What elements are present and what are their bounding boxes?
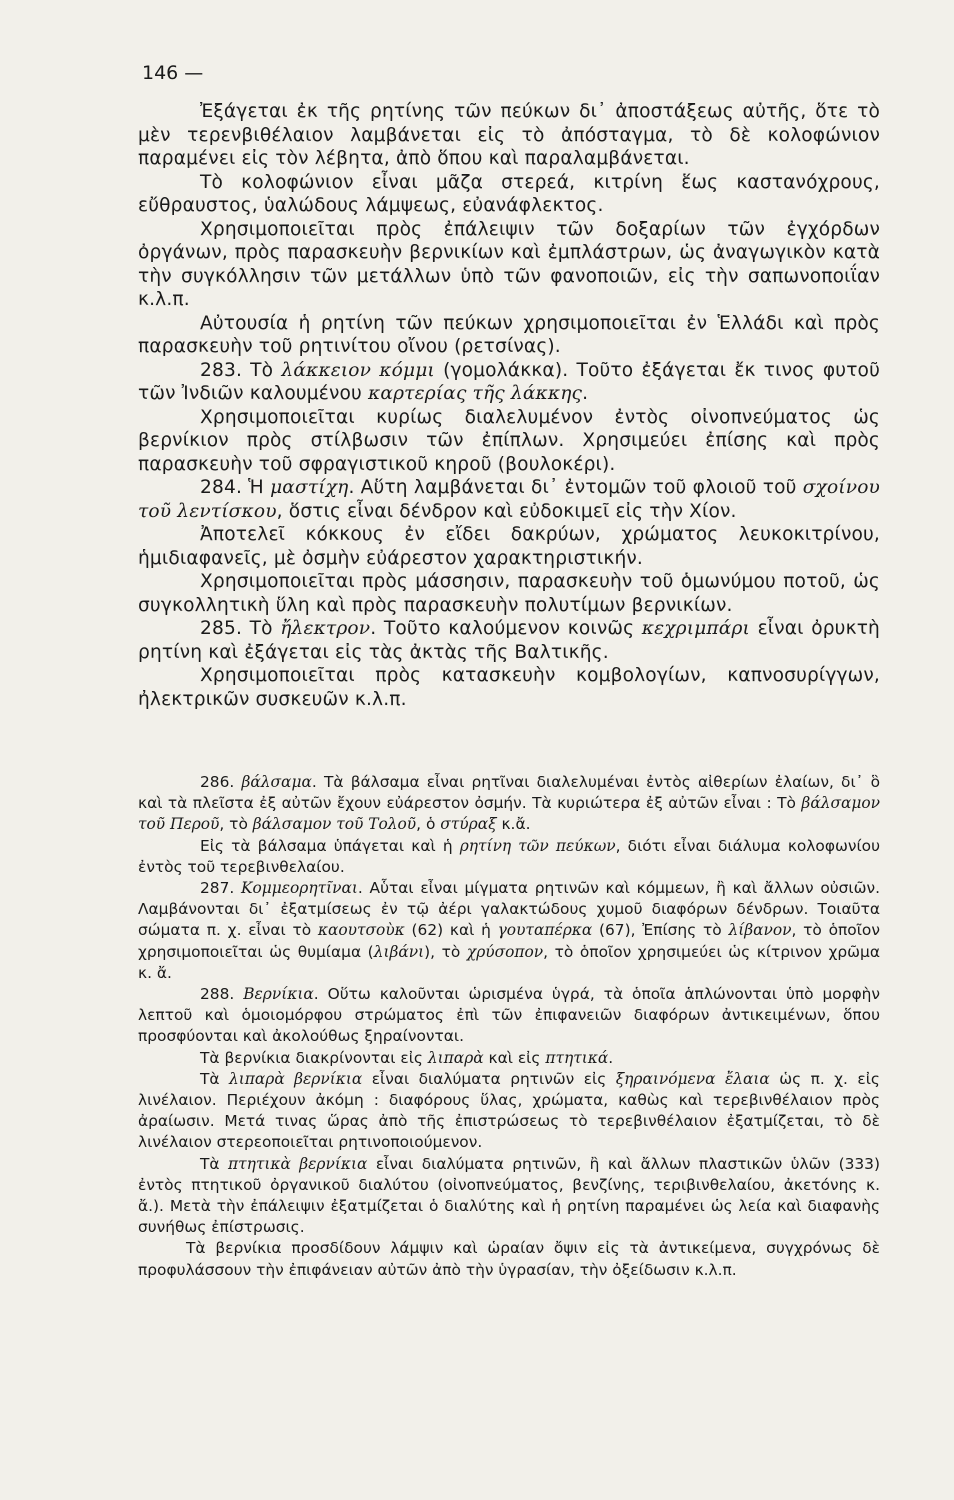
main-text	[138, 100, 880, 711]
paragraph-uses: Χρησιμοποιεῖται πρὸς ἐπάλειψιν τῶν δοξαρίων τῶν ἐγχόρδων ὀργάνων, πρὸς παρασκευὴν βερνικίων καὶ ἐμπλάστρων, ὡς ἀναγωγικὸν κατὰ τὴν συγκόλλησιν τῶν μετάλλων ὑπὸ τῶν φανοποιῶν, εἰς τὴν σαπωνοποιΐαν κ.λ.π.	[138, 218, 880, 310]
section-284-use: Χρησιμοποιεῖται πρὸς μάσσησιν, παρασκευὴν τοῦ ὁμωνύμου ποτοῦ, ὡς συγκολλητικὴ ὕλη καὶ πρὸς παρασκευὴν πολυτίμων βερνικίων.	[138, 571, 880, 616]
section-288-volatile: Τὰ πτητικὰ βερνίκια εἶναι διαλύματα ρητινῶν, ἢ καὶ ἄλλων πλαστικῶν ὑλῶν (333) ἐντὸς πτητικοῦ ὀργανικοῦ διαλύτου (οἰνοπνεύματος, βενζίνης, τεριβινθελαίου, ἀκετόνης κ. ἄ.). Μετὰ τὴν ἐπάλειψιν ἐξατμίζεται ὁ διαλύτης καὶ ἡ ρητίνη παραμένει ὡς λεία καὶ διαφανὴς συνήθως ἐπίστρωσις.	[138, 1154, 880, 1237]
section-288-types: Τὰ βερνίκια διακρίνονται εἰς λιπαρὰ καὶ εἰς πτητικά.	[200, 1048, 614, 1067]
section-283-use: Χρησιμοποιεῖται κυρίως διαλελυμένον ἐντὸς οἰνοπνεύματος ὡς βερνίκιον πρὸς στίλβωσιν τῶν ἐπίπλων. Χρησιμεύει ἐπίσης καὶ πρὸς παρασκευὴν τοῦ σφραγιστικοῦ κηροῦ (βουλοκέρι).	[138, 406, 880, 475]
section-285-use: Χρησιμοποιεῖται πρὸς κατασκευὴν κομβολογίων, καπνοσυρίγγων, ἠλεκτρικῶν συσκευῶν κ.λ.π.	[138, 665, 880, 710]
paragraph-retsina: Αὐτουσία ἡ ρητίνη τῶν πεύκων χρησιμοποιεῖται ἐν Ἑλλάδι καὶ πρὸς παρασκευὴν τοῦ ρητινίτου οἴνου (ρετσίνας).	[138, 312, 880, 357]
page-number: 146 —	[142, 62, 204, 84]
section-288-final: Τὰ βερνίκια προσδίδουν λάμψιν καὶ ὡραίαν ὄψιν εἰς τὰ ἀντικείμενα, συγχρόνως δὲ προφυλάσσουν τὴν ἐπιφάνειαν αὐτῶν ἀπὸ τὴν ὑγρασίαν, τὴν ὀξείδωσιν κ.λ.π.	[138, 1239, 880, 1279]
section-284: 284. Ἡ μαστίχη. Αὕτη λαμβάνεται δι᾽ ἐντομῶν τοῦ φλοιοῦ τοῦ σχοίνου τοῦ λεντίσκου, ὅστις εἶναι δένδρον καὶ εὐδοκιμεῖ εἰς τὴν Χίον.	[138, 477, 880, 522]
section-286: 286. βάλσαμα. Τὰ βάλσαμα εἶναι ρητῖναι διαλελυμέναι ἐντὸς αἰθερίων ἐλαίων, δι᾽ ὃ καὶ τὰ πλεῖστα ἐξ αὐτῶν ἔχουν εὐάρεστον ὀσμήν. Τὰ κυριώτερα ἐξ αὐτῶν εἶναι : Τὸ βάλσαμον τοῦ Περοῦ, τὸ βάλσαμον τοῦ Τολοῦ, ὁ στύραξ κ.ἄ.	[138, 773, 880, 834]
section-284-desc: Ἀποτελεῖ κόκκους ἐν εἴδει δακρύων, χρώματος λευκοκιτρίνου, ἡμιδιαφανεῖς, μὲ ὀσμὴν εὐάρεστον χαρακτηριστικήν.	[138, 524, 880, 569]
section-285: 285. Τὸ ἤλεκτρον. Τοῦτο καλούμενον κοινῶς κεχριμπάρι εἶναι ὀρυκτὴ ρητίνη καὶ ἐξάγεται εἰς τὰς ἀκτὰς τῆς Βαλτικῆς.	[138, 618, 880, 663]
section-283: 283. Τὸ λάκκειον κόμμι (γομολάκκα). Τοῦτο ἐξάγεται ἔκ τινος φυτοῦ τῶν Ἰνδιῶν καλουμένου καρτερίας τῆς λάκκης.	[138, 359, 880, 404]
section-287: 287. Κομμεορητῖναι. Αὗται εἶναι μίγματα ρητινῶν καὶ κόμμεων, ἢ καὶ ἄλλων οὐσιῶν. Λαμβάνονται δι᾽ ἐξατμίσεως ἐν τῷ ἀέρι γαλακτώδους χυμοῦ διαφόρων δένδρων. Τοιαῦτα σώματα π. χ. εἶναι τὸ καουτσοὺκ (62) καὶ ἡ γουταπέρκα (67), Ἐπίσης τὸ λίβανον, τὸ ὁποῖον χρησιμοποιεῖται ὡς θυμίαμα (λιβάνι), τὸ χρύσοπον, τὸ ὁποῖον χρησιμεύει ὡς κίτρινον χρῶμα κ. ἄ.	[138, 879, 880, 982]
section-288: 288. Βερνίκια. Οὕτω καλοῦνται ὡρισμένα ὑγρά, τὰ ὁποῖα ἁπλώνονται ὑπὸ μορφὴν λεπτοῦ καὶ ὁμοιομόρφου στρώματος ἐπὶ τῶν ἐπιφανειῶν διαφόρων ἀντικειμένων, ὅπου προσφύονται καὶ ἀκολούθως ξηραίνονται.	[138, 985, 880, 1046]
section-288-oily: Τὰ λιπαρὰ βερνίκια εἶναι διαλύματα ρητινῶν εἰς ξηραινόμενα ἔλαια ὡς π. χ. εἰς λινέλαιον. Περιέχουν ἀκόμη : διαφόρους ὕλας, χρώματα, καθὼς καὶ τερεβινθέλαιον πρὸς ἀραίωσιν. Μετά τινας ὥρας ἀπὸ τῆς ἐπιστρώσεως τὸ τερεβινθέλαιον ἐξατμίζεται, τὸ δὲ λινέλαιον στερεοποιεῖται ρητινοποιούμενον.	[138, 1069, 880, 1152]
section-286-b: Εἰς τὰ βάλσαμα ὑπάγεται καὶ ἡ ρητίνη τῶν πεύκων, διότι εἶναι διάλυμα κολοφωνίου ἐντὸς τοῦ τερεβινθελαίου.	[138, 836, 880, 876]
small-text	[138, 772, 880, 1281]
paragraph-distillation: Ἐξάγεται ἐκ τῆς ρητίνης τῶν πεύκων δι᾽ ἀποστάξεως αὐτῆς, ὅτε τὸ μὲν τερενβιθέλαιον λαμβάνεται εἰς τὸ ἀπόσταγμα, τὸ δὲ κολοφώνιον παραμένει εἰς τὸν λέβητα, ἀπὸ ὅπου καὶ παραλαμβάνεται.	[138, 101, 880, 169]
paragraph-colophony: Τὸ κολοφώνιον εἶναι μᾶζα στερεά, κιτρίνη ἕως καστανόχρους, εὔθραυστος, ὑαλώδους λάμψεως, εὐανάφλεκτος.	[138, 171, 880, 216]
